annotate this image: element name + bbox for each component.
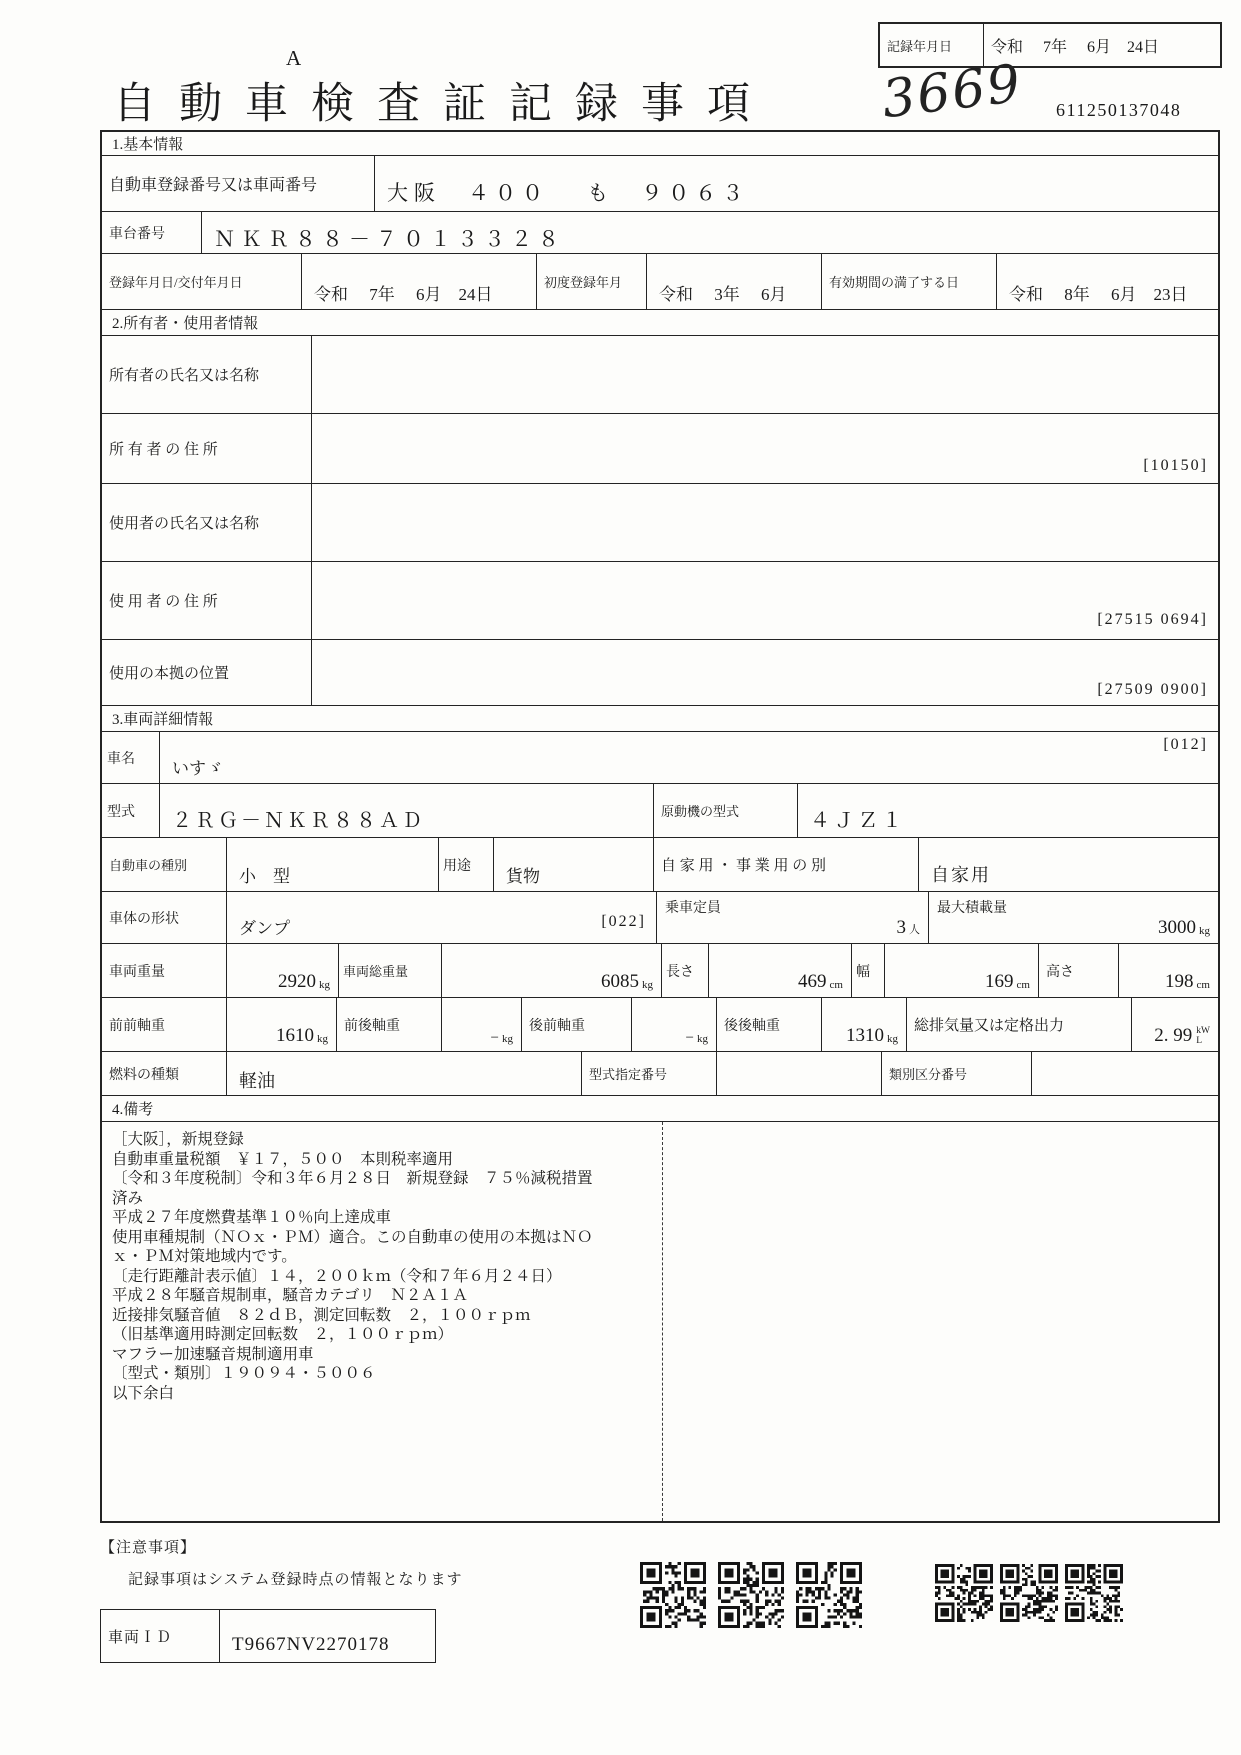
body-shape-value: ダンプ [239,919,291,938]
base-location-row [102,640,1218,706]
user-address-row [102,562,1218,640]
vehicle-class-row [102,838,1218,892]
remarks-line: ［大阪］，新規登録 [112,1131,244,1148]
remarks-area [102,1122,1218,1521]
expiry-date-value: 令和 8年 6月 23日 [1009,285,1188,304]
page-corner-mark: A [286,46,302,70]
record-date-label: 記録年月日 [887,38,953,54]
user-address-label: 使 用 者 の 住 所 [109,594,218,610]
max-load-unit: kg [1199,925,1210,937]
category-number-label: 類別区分番号 [889,1067,968,1082]
width-unit: cm [1016,979,1030,991]
remarks-line: 近接排気騒音値 ８２ｄＢ，測定回転数 ２，１００ｒｐｍ [112,1306,531,1324]
axle-weights-row [102,998,1218,1052]
body-shape-label: 車体の形状 [109,911,179,927]
vehicle-id-value: T9667NV2270178 [232,1634,390,1655]
owner-address-row [102,414,1218,484]
capacity-unit: 人 [909,924,920,936]
first-registration-value: 令和 3年 6月 [659,285,787,304]
record-date-box [878,22,1222,68]
first-registration-label: 初度登録年月 [544,275,623,290]
capacity-value: 3 [896,917,906,938]
displacement-power-unit-top: kW [1196,1026,1210,1036]
displacement-power-value: 2. 99 [1154,1025,1193,1046]
model-value: ２ＲＧ－ＮＫＲ８８ＡＤ [172,810,425,832]
front-rear-axle-label: 前後軸重 [344,1018,400,1034]
gross-weight-label: 車両総重量 [343,964,409,979]
displacement-power-unit-bottom: L [1196,1036,1203,1046]
remarks-line: 平成２８年騒音規制車，騒音カテゴリ Ｎ２Ａ１Ａ [112,1287,468,1304]
capacity-label: 乗車定員 [665,901,721,916]
displacement-power-units [1196,1026,1210,1047]
fuel-type-value: 軽油 [239,1071,275,1091]
registration-date-label: 登録年月日/交付年月日 [109,275,243,290]
owner-address-code: [10150] [1143,457,1208,474]
document-number: 611250137048 [1056,100,1182,120]
rear-rear-axle-value: 1310 [846,1025,884,1046]
user-name-label: 使用者の氏名又は名称 [109,516,260,532]
section-remarks-heading: 4.備考 [102,1096,1218,1122]
front-front-axle-value: 1610 [276,1025,314,1046]
private-business-value: 自家用 [931,865,991,885]
qr-code [1065,1564,1123,1622]
model-row [102,784,1218,838]
chassis-number-value: ＮＫＲ８８－７０１３３２８ [214,227,565,251]
gross-weight-value: 6085 [601,971,639,992]
remarks-line: 〔型式・類別〕１９０９４・５００６ [112,1365,376,1382]
handwritten-number: 3669 [878,53,1026,131]
max-load-value: 3000 [1158,917,1196,938]
expiry-date-label: 有効期間の満了する日 [829,275,960,290]
height-value: 198 [1165,971,1194,992]
gross-weight-unit: kg [642,979,653,991]
section-owner-info-heading: 2.所有者・使用者情報 [102,310,1218,336]
qr-code [935,1564,993,1622]
qr-code [796,1562,862,1628]
remarks-line: 自動車重量税額 ￥１７，５００ 本則税率適用 [112,1150,454,1168]
width-value: 169 [985,971,1014,992]
registration-number-value: 大阪 ４００ も ９０６３ [387,181,750,205]
vehicle-id-label: 車両ＩＤ [108,1629,173,1646]
rear-front-axle-value: − [685,1030,694,1046]
vehicle-weight-unit: kg [319,979,330,991]
qr-code [718,1562,784,1628]
use-label: 用途 [443,858,471,874]
rear-rear-axle-unit: kg [887,1033,898,1045]
fuel-row [102,1052,1218,1096]
height-unit: cm [1196,979,1210,991]
car-name-value: いすゞ [172,759,223,778]
weights-dimensions-row [102,944,1218,998]
type-designation-label: 型式指定番号 [589,1067,668,1082]
chassis-number-label: 車台番号 [109,226,165,242]
section-vehicle-info-heading: 3.車両詳細情報 [102,706,1218,732]
page-title: 自動車検査証記録事項 [113,81,773,128]
remarks-line: 平成２７年度燃費基準１０％向上達成車 [112,1209,392,1226]
owner-name-row [102,336,1218,414]
registration-number-label: 自動車登録番号又は車両番号 [109,177,318,194]
rear-rear-axle-label: 後後軸重 [724,1018,780,1034]
user-name-row [102,484,1218,562]
vehicle-class-label: 自動車の種別 [109,858,188,873]
remarks-line: （旧基準適用時測定回転数 ２，１００ｒｐｍ） [112,1326,454,1343]
body-shape-row [102,892,1218,944]
body-shape-code: [022] [601,913,646,930]
fuel-type-label: 燃料の種類 [109,1067,179,1083]
use-value: 貨物 [506,867,540,886]
remarks-line: 使用車種規制（ＮＯｘ・ＰＭ）適合。この自動車の使用の本拠はＮＯ [112,1228,593,1246]
section-basic-info-heading: 1.基本情報 [102,132,1218,156]
private-business-label: 自 家 用 ・ 事 業 用 の 別 [661,858,827,874]
model-label: 型式 [107,804,135,820]
remarks-line: 〔走行距離計表示値〕１４，２００ｋｍ（令和７年６月２４日） [112,1267,562,1285]
front-rear-axle-unit: kg [502,1033,513,1045]
max-load-cell [929,892,1218,943]
registration-number-row [102,156,1218,212]
capacity-cell [657,892,929,943]
remarks-line: 済み [112,1189,144,1207]
car-name-row [102,732,1218,784]
remarks-line: 以下余白 [112,1384,175,1402]
base-location-code: [27509 0900] [1097,681,1208,698]
vehicle-id-box [100,1609,436,1663]
width-label: 幅 [856,964,870,980]
rear-front-axle-label: 後前軸重 [529,1018,585,1034]
remarks-divider [662,1122,663,1521]
max-load-label: 最大積載量 [937,901,1007,916]
front-front-axle-label: 前前軸重 [109,1018,165,1034]
vehicle-weight-label: 車両重量 [109,964,165,980]
notice-text: 記録事項はシステム登録時点の情報となります [128,1572,463,1588]
front-front-axle-unit: kg [317,1033,328,1045]
base-location-label: 使用の本拠の位置 [109,666,230,682]
remarks-line: ｘ・ＰＭ対策地域内です。 [112,1248,297,1265]
length-value: 469 [798,971,827,992]
car-name-code: [012] [1163,736,1208,753]
chassis-number-row [102,212,1218,254]
owner-address-label: 所 有 者 の 住 所 [109,442,218,458]
form-body [100,130,1220,1523]
engine-model-label: 原動機の型式 [661,804,740,819]
remarks-line: マフラー加速騒音規制適用車 [112,1345,314,1363]
qr-code [1000,1564,1058,1622]
vehicle-class-value: 小 型 [239,867,290,886]
owner-name-label: 所有者の氏名又は名称 [109,368,260,384]
engine-model-value: ４ＪＺ１ [810,810,906,832]
dates-row [102,254,1218,310]
user-address-code: [27515 0694] [1097,611,1208,628]
car-name-label: 車名 [107,751,135,767]
length-unit: cm [829,979,843,991]
vehicle-weight-value: 2920 [278,971,316,992]
length-label: 長さ [666,964,694,980]
displacement-power-label: 総排気量又は定格出力 [914,1018,1065,1034]
registration-date-value: 令和 7年 6月 24日 [314,285,493,304]
remarks-line: 〔令和３年度税制〕令和３年６月２８日 新規登録 ７５％減税措置 [112,1170,593,1187]
rear-front-axle-unit: kg [697,1033,708,1045]
qr-code [640,1562,706,1628]
notice-heading: 【注意事項】 [100,1540,197,1556]
record-date-value: 令和 7年 6月 24日 [991,38,1160,56]
front-rear-axle-value: − [490,1030,499,1046]
height-label: 高さ [1046,964,1074,980]
